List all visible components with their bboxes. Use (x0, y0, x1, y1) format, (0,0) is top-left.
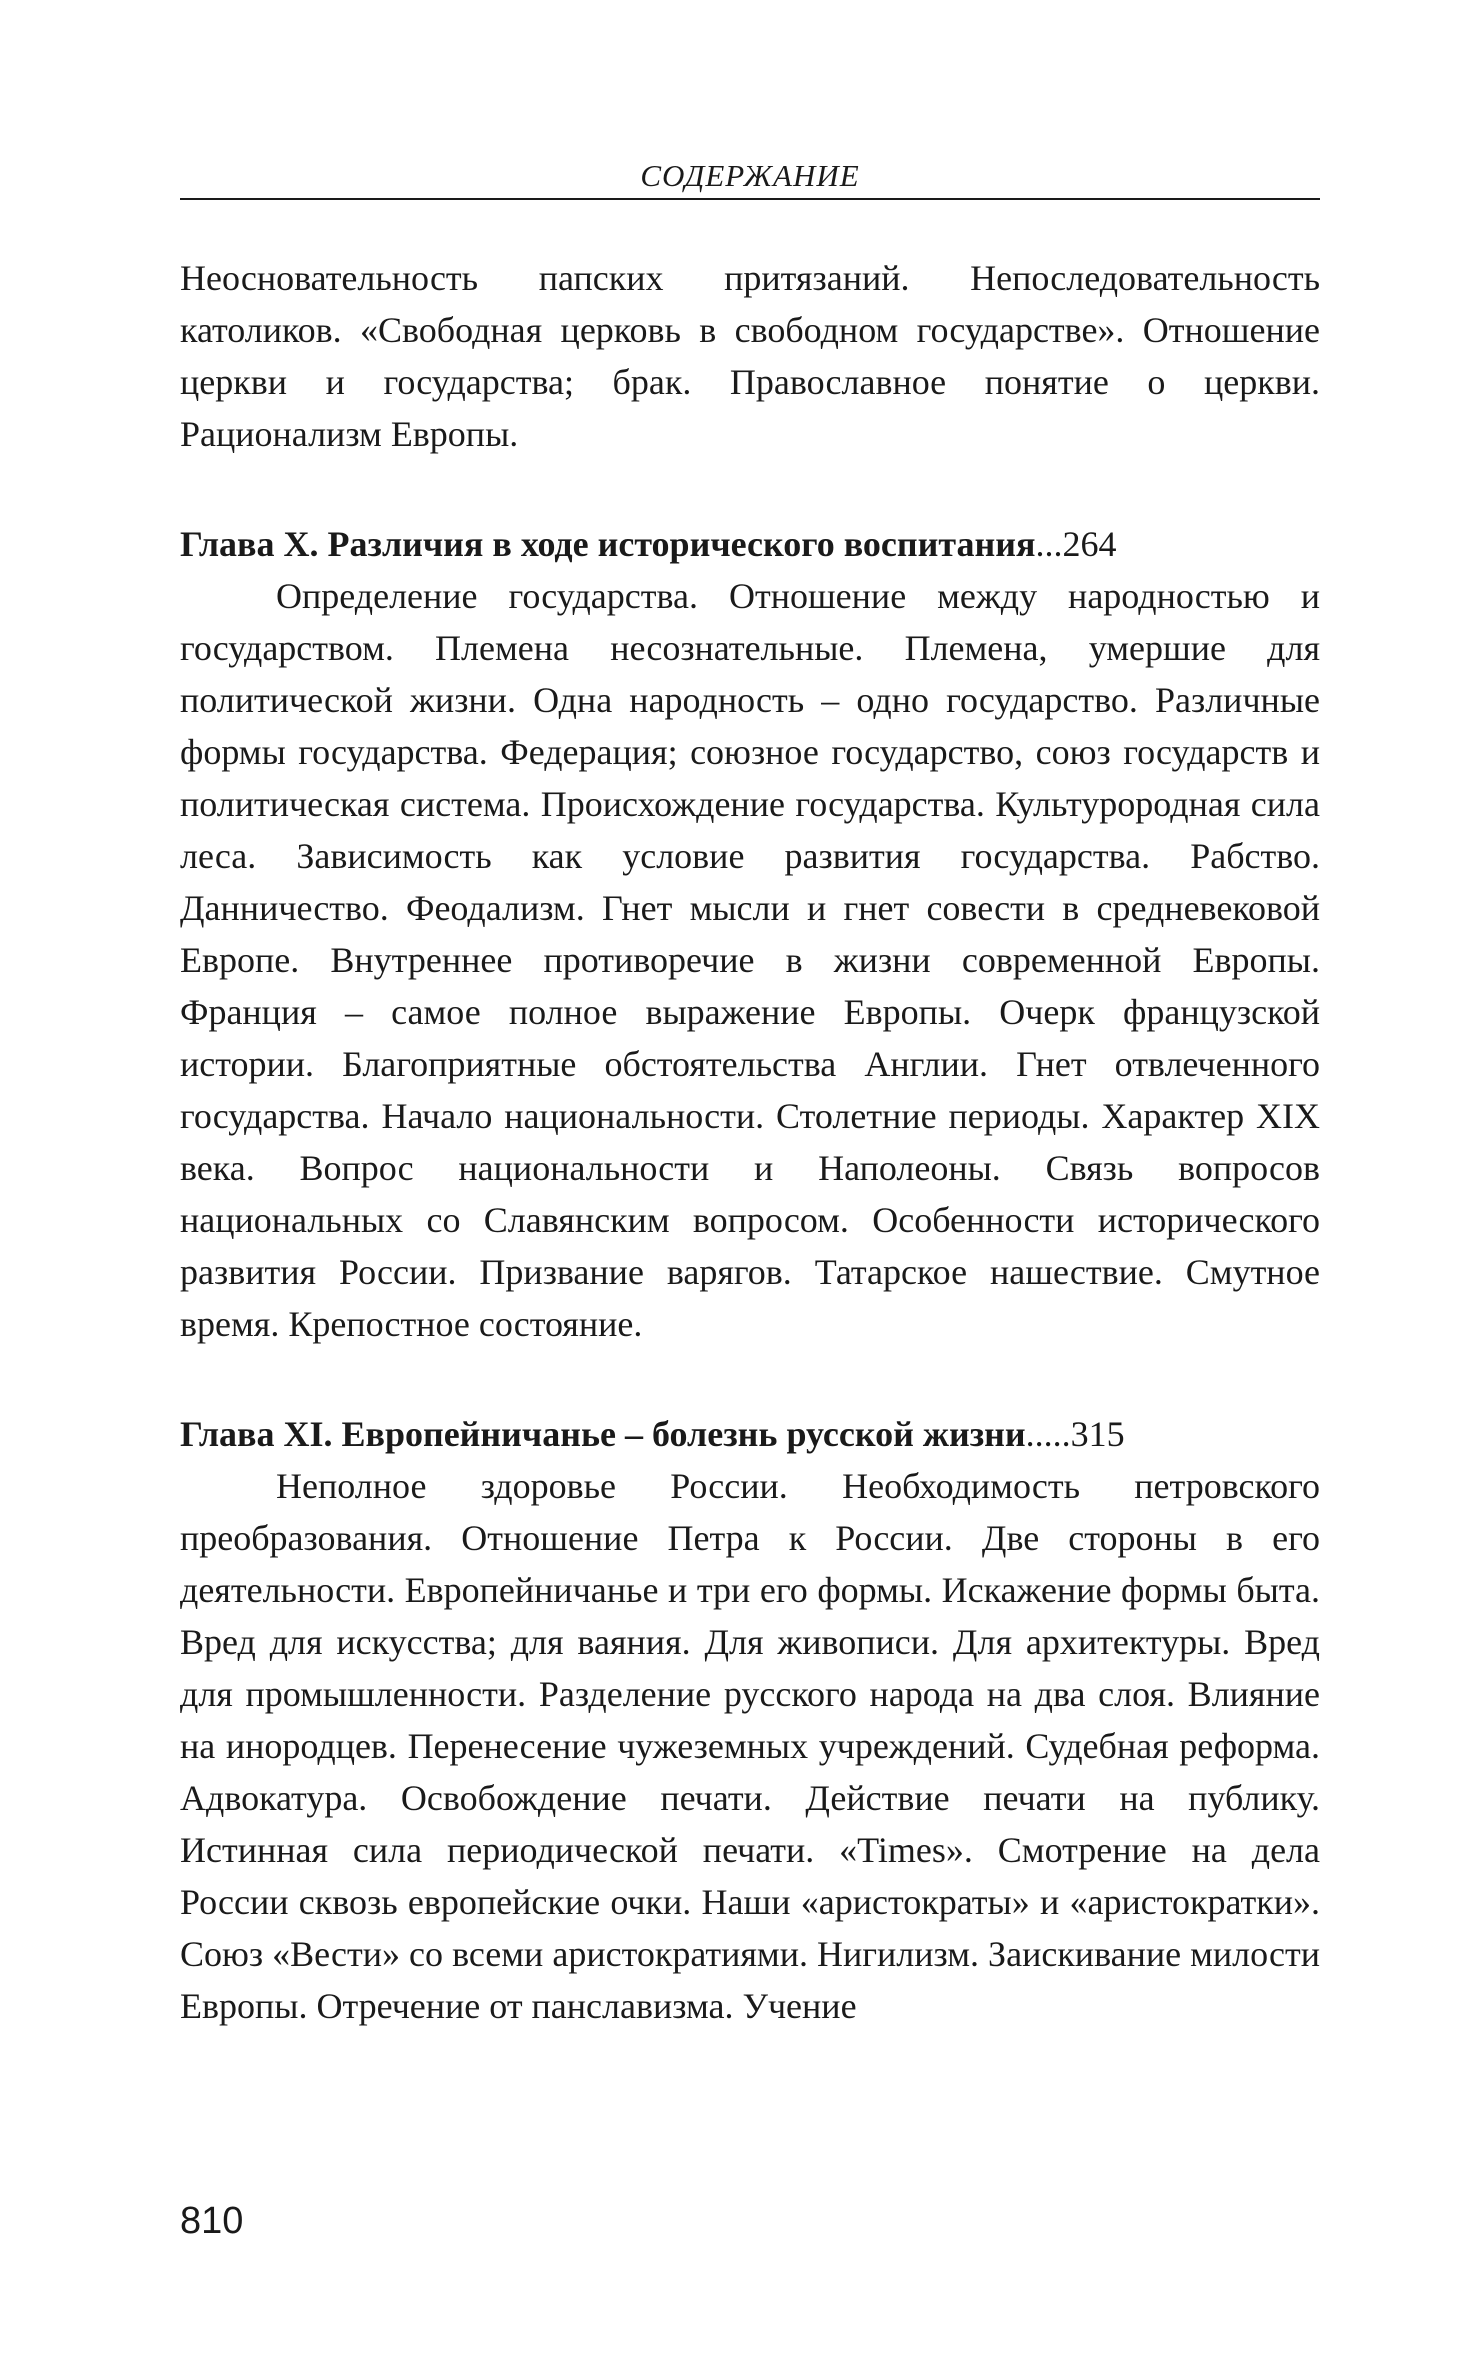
chapter-page-number: 264 (1062, 524, 1117, 564)
chapter-leader: ... (1035, 524, 1063, 564)
intro-paragraph: Неосновательность папских притязаний. Непоследовательность католиков. «Свободная церковь в свободном государстве». Отношение церкви и государства; брак. Православное понятие о церкви. Рационализм Европы. (180, 258, 1320, 454)
chapter-title: Глава X. Различия в ходе исторического воспитания (180, 524, 1036, 564)
chapter-page-number: 315 (1070, 1414, 1125, 1454)
running-header (180, 156, 1320, 200)
chapter-title: Глава XI. Европейничанье – болезнь русской жизни (180, 1414, 1026, 1454)
table-of-contents (180, 252, 1320, 2032)
chapter-summary: Неполное здоровье России. Необходимость петровского преобразования. Отношение Петра к России. Две стороны в его деятельности. Европейничанье и три его формы. Искажение формы быта. Вред для искусства; для ваяния. Для живописи. Для архитектуры. Вред для промышленности. Разделение русского народа на два слоя. Влияние на инородцев. Перенесение чужеземных учреждений. Судебная реформа. Адвокатура. Освобождение печати. Действие печати на публику. Истинная сила периодической печати. «Times». Смотрение на дела России сквозь европейские очки. Наши «аристократы» и «аристократки». Союз «Вести» со всеми аристократиями. Нигилизм. Заискивание милости Европы. Отречение от панславизма. Учение (180, 1466, 1320, 2026)
chapter-leader: ..... (1025, 1414, 1071, 1454)
chapter-summary: Определение государства. Отношение между народностью и государством. Племена несознательные. Племена, умершие для политической жизни. Одна народность – одно государство. Различные формы государства. Федерация; союзное государство, союз государств и политическая система. Происхождение государства. Культурородная сила леса. Зависимость как условие развития государства. Рабство. Данничество. Феодализм. Гнет мысли и гнет совести в средневековой Европе. Внутреннее противоречие в жизни современной Европы. Франция – самое полное выражение Европы. Очерк французской истории. Благоприятные обстоятельства Англии. Гнет отвлеченного государства. Начало национальности. Столетние периоды. Характер XIX века. Вопрос национальности и Наполеоны. Связь вопросов национальных со Славянским вопросом. Особенности исторического развития России. Призвание варягов. Татарское нашествие. Смутное время. Крепостное состояние. (180, 576, 1320, 1344)
running-header-title: СОДЕРЖАНИЕ (640, 158, 860, 193)
chapter-heading-xi (180, 1408, 1320, 1460)
chapter-heading-x (180, 518, 1320, 570)
page-number: 810 (180, 2200, 244, 2242)
